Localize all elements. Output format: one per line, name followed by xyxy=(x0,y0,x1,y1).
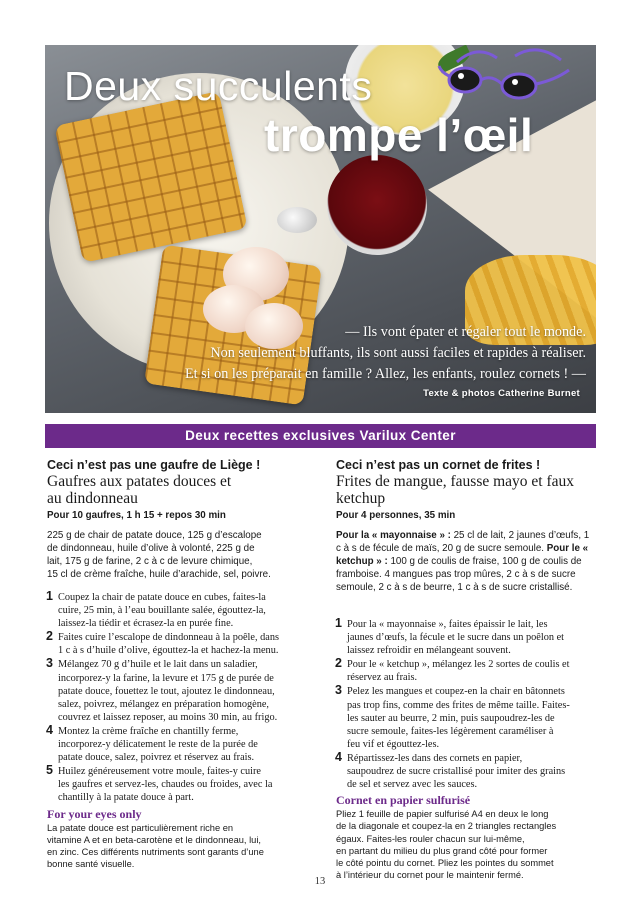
photo-credit: Texte & photos Catherine Burnet xyxy=(423,388,580,399)
recipe-waffles xyxy=(47,458,299,870)
step: 1 Coupez la chair de patate douce en cubes, faites-la cuire, 25 min, à l’eau bouillante salée, égouttez-la, laissez-la tiédir et écrasez-la en purée fine. xyxy=(46,589,266,630)
ketchup-bowl xyxy=(327,155,427,255)
step: 4 Montez la crème fraîche en chantilly ferme, incorporez-y délicatement le reste de la purée de patate douce, salez, poivrez et réservez au frais. xyxy=(46,722,258,764)
headline-light: Deux succulents xyxy=(64,63,373,109)
recipe-time: Pour 4 personnes, 35 min xyxy=(336,510,456,521)
steps-list xyxy=(336,618,594,791)
tip-title: For your eyes only xyxy=(47,806,142,821)
tip-body: La patate douce est particulièrement riche en vitamine A et en beta-carotène et le dindonneau, lui, en zinc. Ces différents nutriments sont garants d’une bonne santé visuelle. xyxy=(47,822,264,870)
tip-title: Cornet en papier sulfurisé xyxy=(336,793,471,808)
step: 5 Huilez généreusement votre moule, faites-y cuire les gaufres et servez-les, chaudes ou froides, avec la chantilly à la patate douce à part. xyxy=(46,763,273,804)
recipe-subtitle: Gaufres aux patates douces et au dindonneau xyxy=(47,473,232,507)
glasses-icon xyxy=(437,40,577,110)
recipe-title: Ceci n’est pas un cornet de frites ! xyxy=(336,458,541,472)
steps-list xyxy=(47,591,299,805)
step: 2 Pour le « ketchup », mélangez les 2 sortes de coulis et réservez au frais. xyxy=(335,656,570,684)
intro-text: — Ils vont épater et régaler tout le monde. Non seulement bluffants, ils sont aussi faciles et rapides à réaliser. Et si on les préparait en famille ? Allez, les enfants, roulez cornets ! — xyxy=(184,324,586,382)
page-number: 13 xyxy=(314,876,326,887)
step: 2 Faites cuire l’escalope de dindonneau à la poêle, dans 1 c à s d’huile d’olive, égouttez-la et hachez-la menu. xyxy=(46,629,280,657)
spoon xyxy=(277,207,317,233)
recipe-time: Pour 10 gaufres, 1 h 15 + repos 30 min xyxy=(47,510,226,521)
step: 3 Mélangez 70 g d’huile et le lait dans un saladier, incorporez-y la farine, la levure et 175 g de purée de patate douce, fouettez le tout, ajoutez le dindonneau, salez, poivrez, mélangez en préparation homogène, couvrez et laissez reposer, au moins 30 min, au frigo. xyxy=(46,656,278,723)
step: 3 Pelez les mangues et coupez-en la chair en bâtonnets pas trop fins, comme des frites de même taille. Faites- les sauter au beurre, 2 min, puis saupoudrez-les de sucre semoule, faites-les légèrement caraméliser à feu vif et égouttez-les. xyxy=(335,683,570,750)
step: 4 Répartissez-les dans des cornets en papier, saupoudrez de sucre cristallisé pour imiter des grains de sel et servez avec les sauces. xyxy=(335,749,566,791)
recipe-subtitle: Frites de mangue, fausse mayo et faux ketchup xyxy=(336,473,575,507)
step: 1 Pour la « mayonnaise », faites épaissir le lait, les jaunes d’œufs, la fécule et le sucre dans un poêlon et laissez refroidir en mélangeant souvent. xyxy=(335,616,565,657)
recipe-mango-fries xyxy=(336,458,594,881)
tip-body: Pliez 1 feuille de papier sulfurisé A4 en deux le long de la diagonale et coupez-la en 2 triangles rectangles égaux. Faites-les rouler chacun sur lui-même, en partant du milieu du plus grand côté pour former le côté pointu du cornet. Pliez les pointes du sommet à l’intérieur du cornet pour le maintenir fermé. xyxy=(336,809,557,881)
ingredients: Pour la « mayonnaise » : 25 cl de lait, 2 jaunes d’œufs, 1 c à s de fécule de maïs, 20 g de sucre semoule. Pour le « ketchup » : 100 g de coulis de fraise, 100 g de coulis de framboise. 4 mangues pas trop mûres, 2 c à s de sucre semoule, 2 c à s de beurre, 1 c à s de sucre cristallisé. xyxy=(336,530,590,593)
ingredients: 225 g de chair de patate douce, 125 g d’escalope de dindonneau, huile d’olive à volonté, 225 g de lait, 175 g de farine, 2 c à c de levure chimique, 15 cl de crème fraîche, huile d’arachide, sel, poivre. xyxy=(47,530,271,580)
section-banner: Deux recettes exclusives Varilux Center xyxy=(45,424,596,448)
headline-bold: trompe l’œil xyxy=(264,109,534,161)
recipe-title: Ceci n’est pas une gaufre de Liège ! xyxy=(47,458,261,472)
